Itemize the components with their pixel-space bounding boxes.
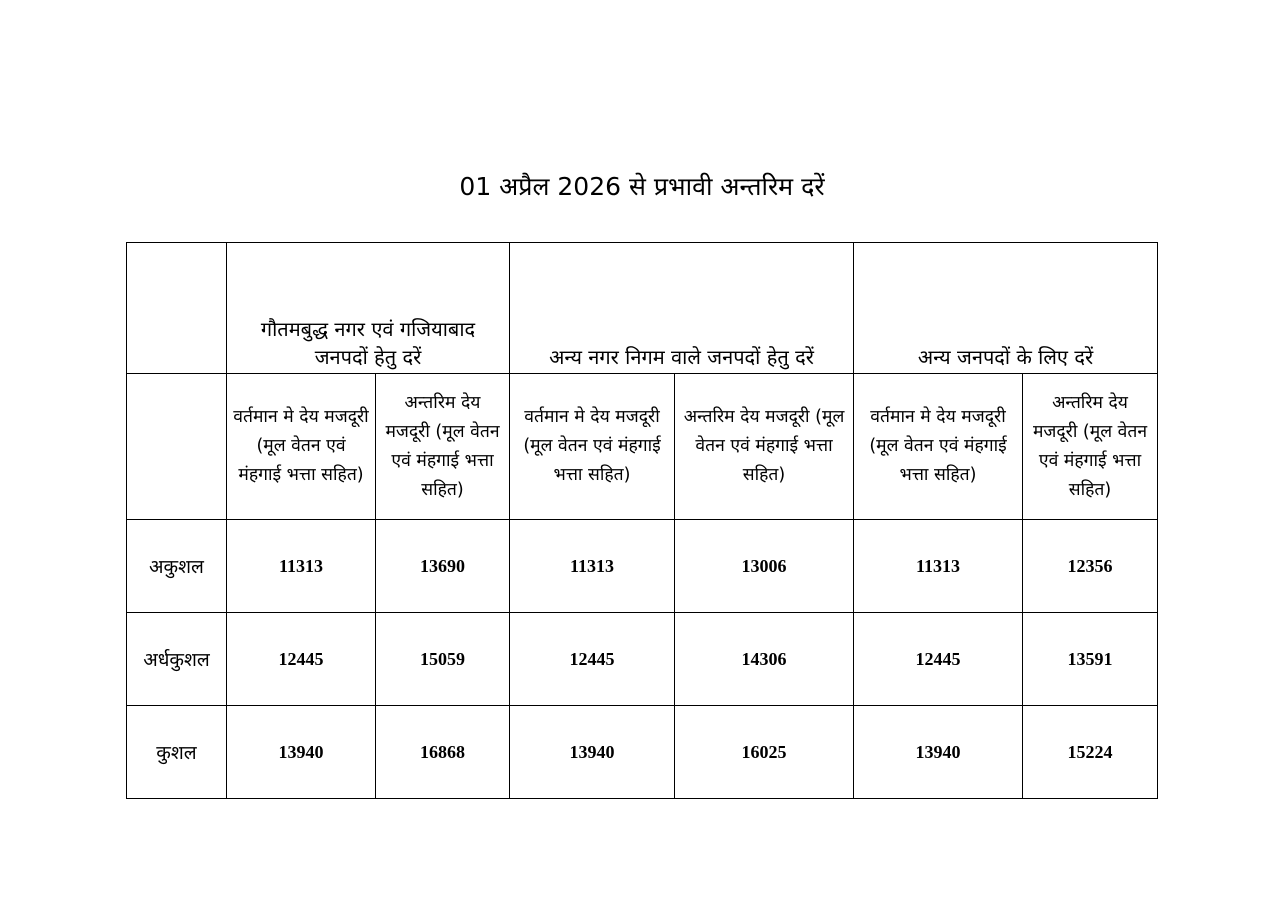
wage-value: 13690	[376, 520, 510, 613]
sub-header-current-wage: वर्तमान मे देय मजदूरी (मूल वेतन एवं मंहगाई भत्ता सहित)	[854, 374, 1023, 520]
sub-header-interim-wage: अन्तरिम देय मजदूरी (मूल वेतन एवं मंहगाई भत्ता सहित)	[376, 374, 510, 520]
sub-header-interim-wage: अन्तरिम देय मजदूरी (मूल वेतन एवं मंहगाई भत्ता सहित)	[675, 374, 854, 520]
sub-header-interim-wage: अन्तरिम देय मजदूरी (मूल वेतन एवं मंहगाई भत्ता सहित)	[1023, 374, 1158, 520]
table-row	[127, 520, 1158, 613]
wage-value: 11313	[510, 520, 675, 613]
wage-value: 12445	[854, 613, 1023, 706]
group-header-gautambuddh-ghaziabad: गौतमबुद्ध नगर एवं गजियाबाद जनपदों हेतु दरें	[227, 243, 510, 374]
wage-value: 12356	[1023, 520, 1158, 613]
group-header-other-districts: अन्य जनपदों के लिए दरें	[854, 243, 1158, 374]
table-row	[127, 706, 1158, 799]
wage-value: 13940	[227, 706, 376, 799]
row-label-skilled: कुशल	[127, 706, 227, 799]
wage-value: 13940	[854, 706, 1023, 799]
sub-header-row	[127, 374, 1158, 520]
page-title: 01 अप्रैल 2026 से प्रभावी अन्तरिम दरें	[459, 172, 825, 201]
table-row	[127, 613, 1158, 706]
wage-value: 16025	[675, 706, 854, 799]
empty-corner-cell	[127, 243, 227, 374]
wage-value: 11313	[227, 520, 376, 613]
sub-header-current-wage: वर्तमान मे देय मजदूरी (मूल वेतन एवं मंहगाई भत्ता सहित)	[510, 374, 675, 520]
wage-value: 15224	[1023, 706, 1158, 799]
sub-header-current-wage: वर्तमान मे देय मजदूरी (मूल वेतन एवं मंहगाई भत्ता सहित)	[227, 374, 376, 520]
wage-value: 16868	[376, 706, 510, 799]
wage-value: 13006	[675, 520, 854, 613]
wage-value: 11313	[854, 520, 1023, 613]
group-header-row	[127, 243, 1158, 374]
wage-value: 15059	[376, 613, 510, 706]
rates-table	[126, 242, 1158, 799]
group-header-other-nagar-nigam: अन्य नगर निगम वाले जनपदों हेतु दरें	[510, 243, 854, 374]
wage-value: 13591	[1023, 613, 1158, 706]
wage-value: 12445	[510, 613, 675, 706]
wage-value: 14306	[675, 613, 854, 706]
wage-value: 12445	[227, 613, 376, 706]
row-label-semiskilled: अर्धकुशल	[127, 613, 227, 706]
row-label-unskilled: अकुशल	[127, 520, 227, 613]
empty-label-cell	[127, 374, 227, 520]
wage-value: 13940	[510, 706, 675, 799]
